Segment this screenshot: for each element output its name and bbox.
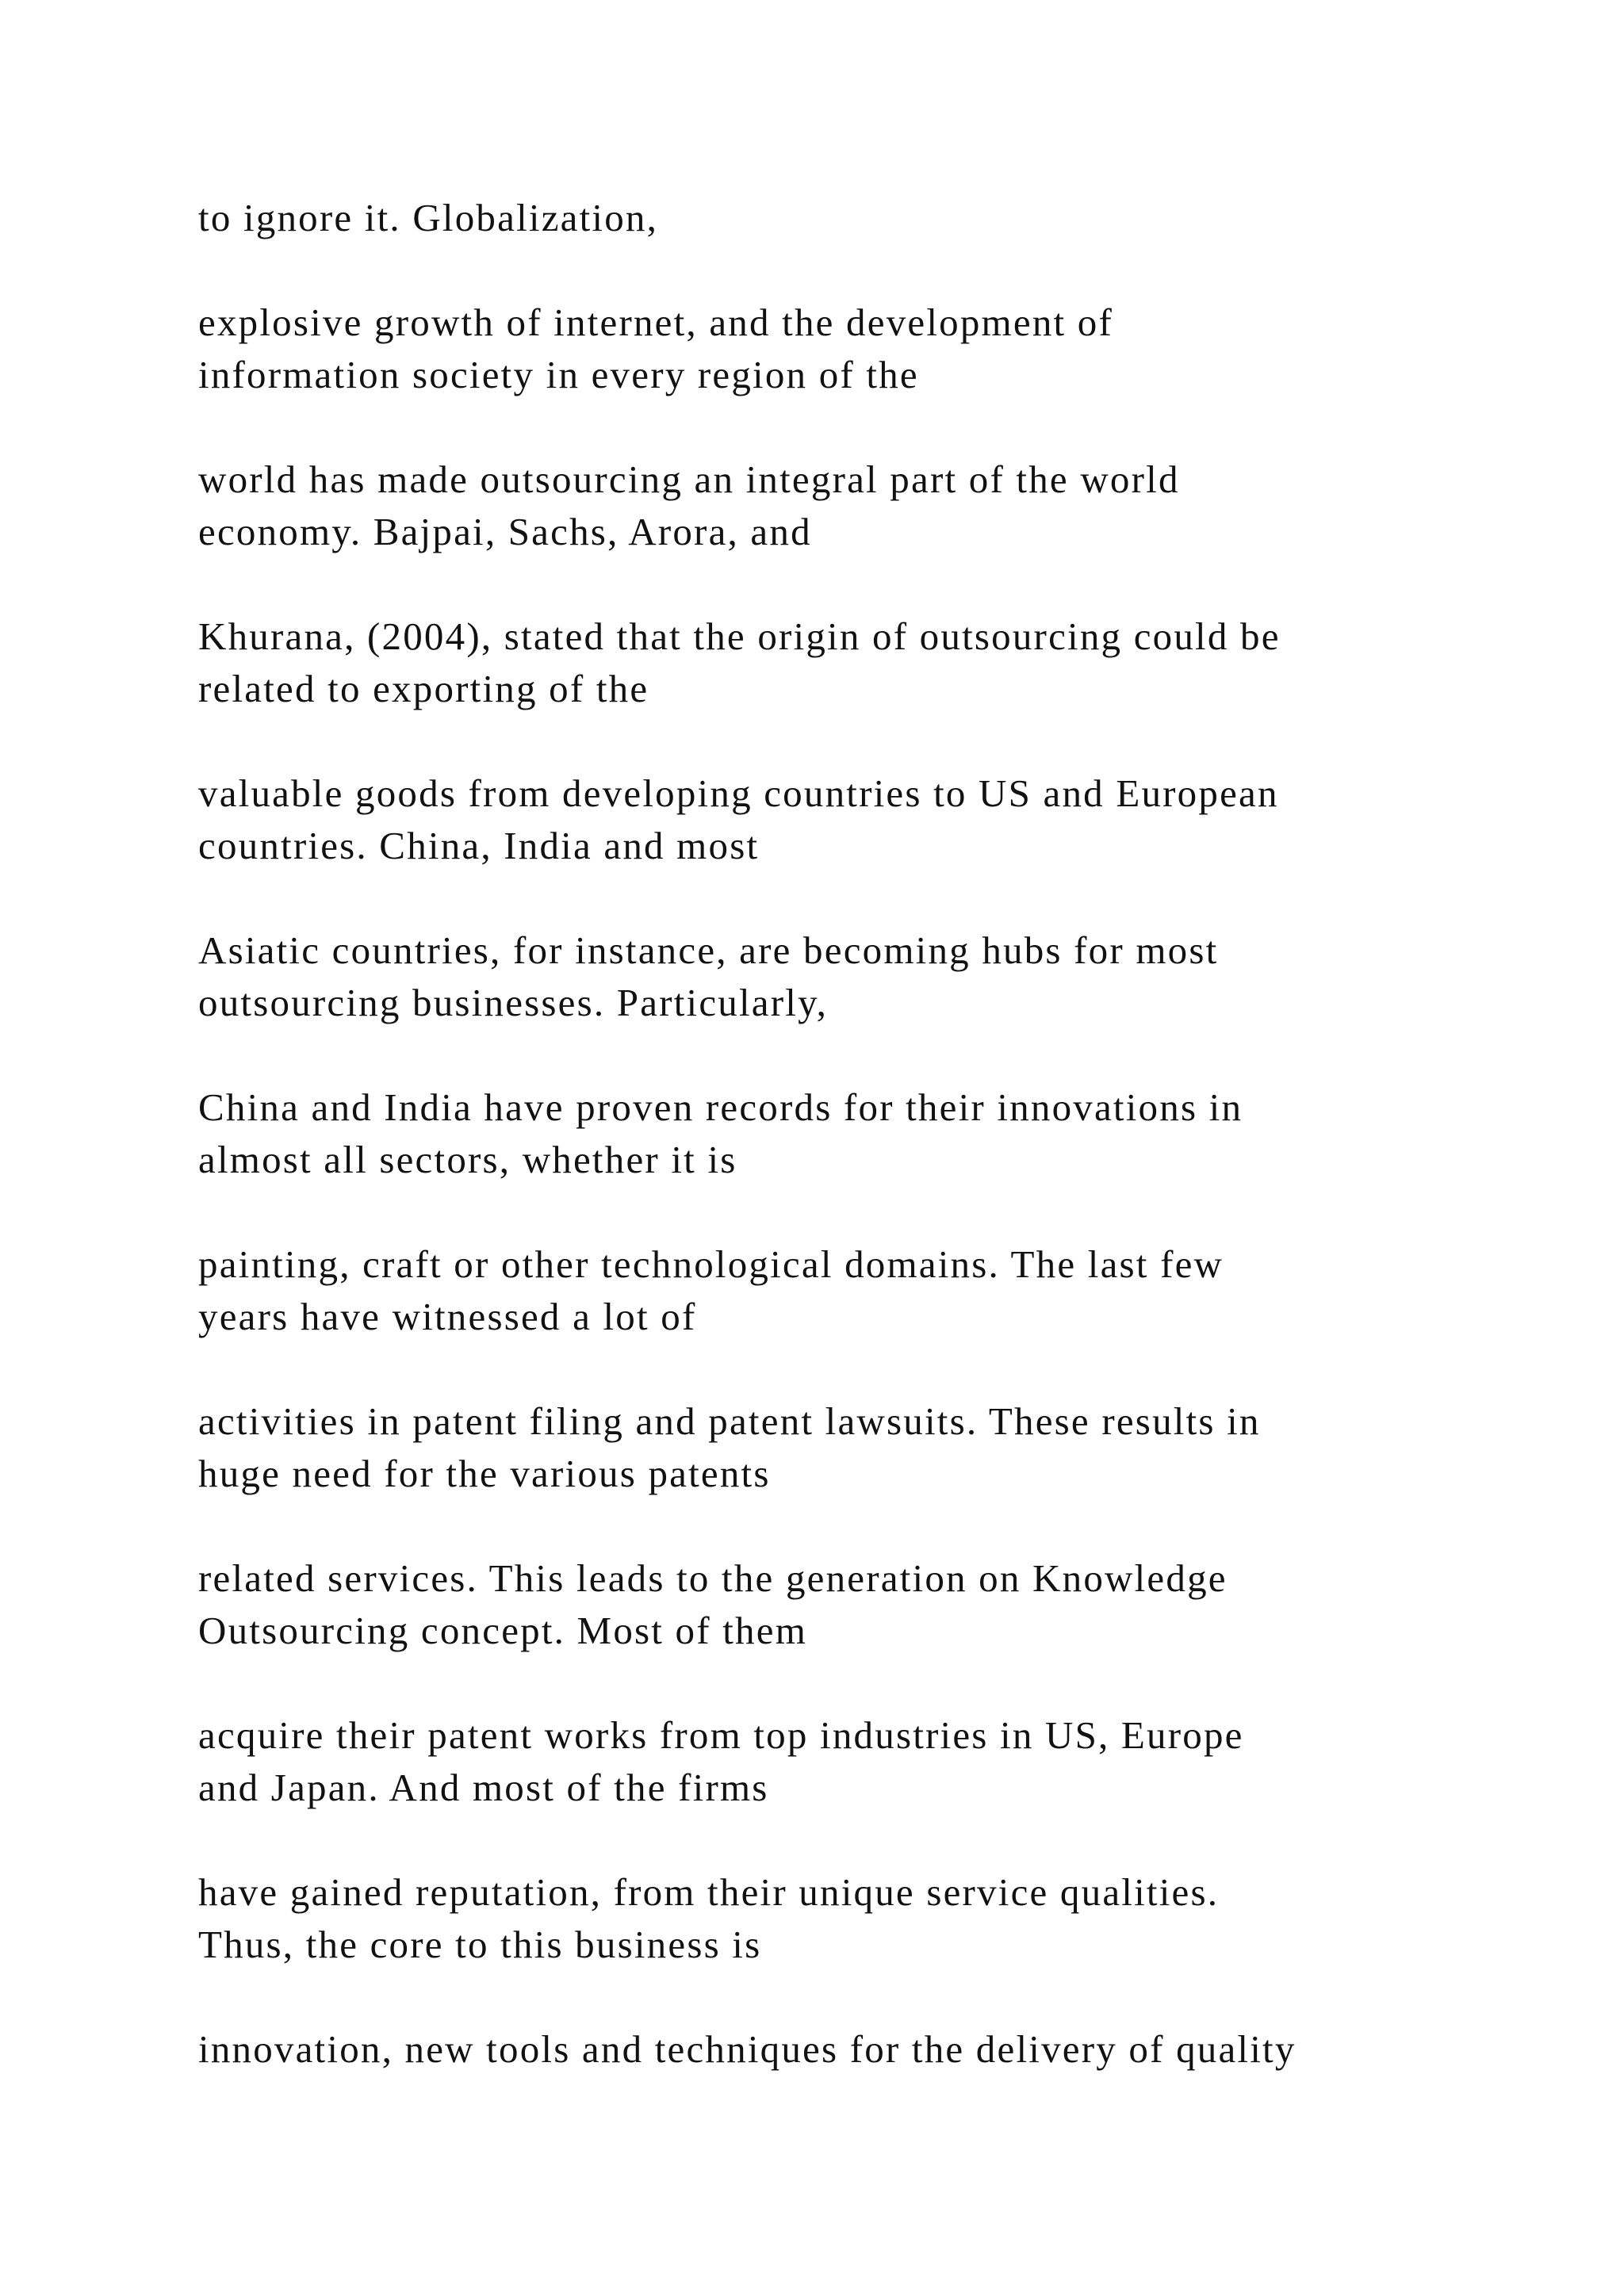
text-line: years have witnessed a lot of: [198, 1295, 697, 1338]
text-line: activities in patent filing and patent lawsuits. These results in: [198, 1399, 1261, 1443]
text-line: Asiatic countries, for instance, are becoming hubs for most: [198, 928, 1219, 972]
text-line: outsourcing businesses. Particularly,: [198, 981, 829, 1024]
paragraph: [198, 1395, 1507, 1500]
text-line: related to exporting of the: [198, 667, 649, 710]
text-line: Khurana, (2004), stated that the origin of outsourcing could be: [198, 614, 1281, 658]
text-line: related services. This leads to the generation on Knowledge: [198, 1556, 1228, 1600]
text-line: explosive growth of internet, and the development of: [198, 300, 1113, 344]
paragraph: [198, 1238, 1507, 1343]
text-line: acquire their patent works from top industries in US, Europe: [198, 1713, 1244, 1757]
text-line: have gained reputation, from their unique service qualities.: [198, 1870, 1220, 1914]
paragraph: [198, 1866, 1507, 1971]
text-line: China and India have proven records for their innovations in: [198, 1085, 1243, 1129]
text-line: huge need for the various patents: [198, 1452, 771, 1495]
text-line: almost all sectors, whether it is: [198, 1138, 737, 1181]
text-line: world has made outsourcing an integral part of the world: [198, 457, 1180, 501]
text-line: Thus, the core to this business is: [198, 1923, 762, 1966]
text-line: painting, craft or other technological domains. The last few: [198, 1242, 1224, 1286]
paragraph: [198, 610, 1507, 715]
text-line: to ignore it. Globalization,: [198, 196, 659, 239]
text-line: economy. Bajpai, Sachs, Arora, and: [198, 510, 812, 553]
paragraph: [198, 924, 1507, 1029]
body-text: [198, 192, 1507, 2128]
paragraph: [198, 192, 1507, 244]
text-line: valuable goods from developing countries to US and European: [198, 771, 1279, 815]
paragraph: [198, 767, 1507, 872]
text-line: and Japan. And most of the firms: [198, 1766, 769, 1809]
text-line: countries. China, India and most: [198, 824, 760, 867]
text-line: Outsourcing concept. Most of them: [198, 1609, 808, 1652]
paragraph: [198, 297, 1507, 401]
paragraph: [198, 1709, 1507, 1814]
text-line: information society in every region of the: [198, 353, 919, 396]
paragraph: [198, 453, 1507, 558]
text-line: innovation, new tools and techniques for the delivery of quality: [198, 2027, 1297, 2071]
paragraph: [198, 1081, 1507, 1186]
paragraph: [198, 1552, 1507, 1657]
paragraph: [198, 2023, 1507, 2076]
